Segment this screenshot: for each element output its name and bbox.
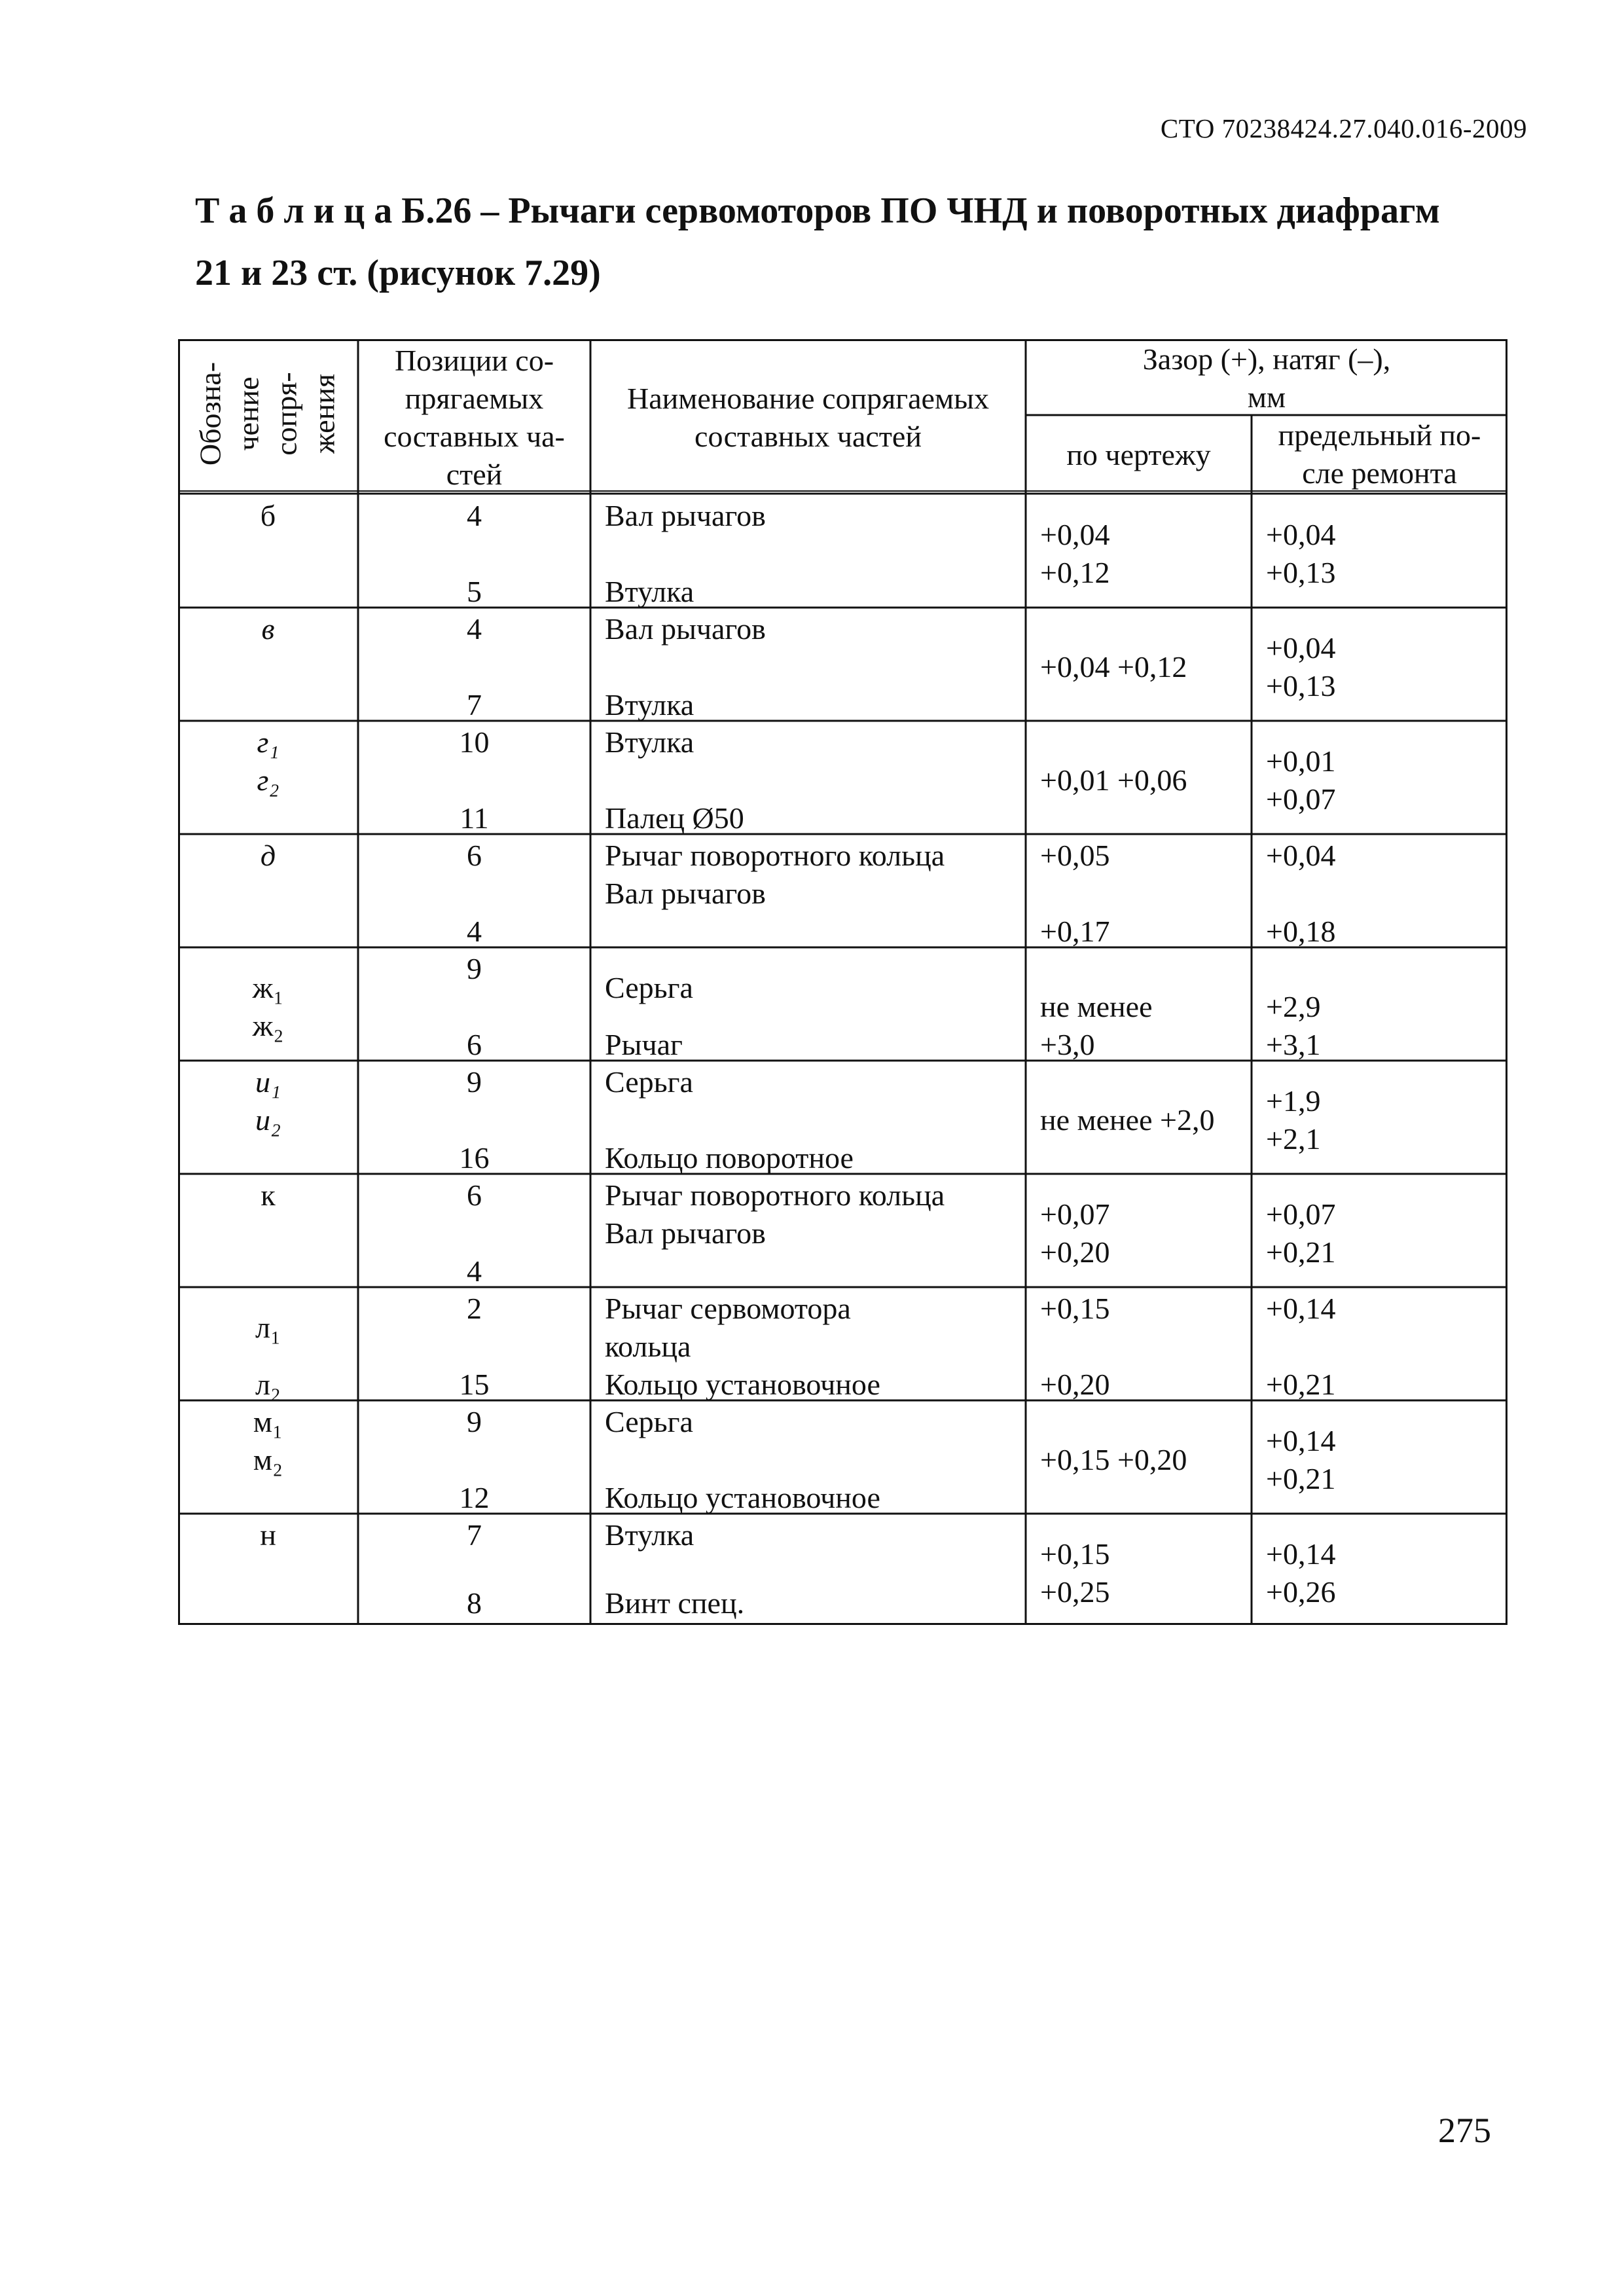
designation-cell: л₁ bbox=[255, 1311, 281, 1344]
position-cell: 5 bbox=[467, 575, 482, 608]
part-name-cell: Винт спец. bbox=[605, 1586, 745, 1620]
servomotor-lever-table bbox=[178, 339, 1507, 1625]
positions-header bbox=[358, 342, 590, 494]
limit-value-cell: +0,13 bbox=[1266, 556, 1336, 589]
drawing-value-cell: +0,07 bbox=[1040, 1197, 1110, 1231]
position-cell: 16 bbox=[459, 1141, 490, 1175]
limit-value-cell: +0,04 bbox=[1266, 518, 1336, 551]
gap-group-header bbox=[1026, 340, 1507, 416]
part-name-cell: Вал рычагов bbox=[605, 1216, 766, 1250]
designation-cell: к bbox=[261, 1178, 276, 1212]
drawing-value-cell: +0,15 bbox=[1040, 1292, 1110, 1325]
limit-value-cell: +0,07 bbox=[1266, 782, 1336, 816]
table-title-line-2: 21 и 23 ст. (рисунок 7.29) bbox=[195, 253, 601, 293]
limit-value-cell: +0,21 bbox=[1266, 1235, 1336, 1269]
limit-value-cell: +0,14 bbox=[1266, 1292, 1336, 1325]
position-cell: 11 bbox=[460, 801, 489, 835]
table-title-line-1: Т а б л и ц а Б.26 – Рычаги сервомоторов ПО ЧНД и поворотных диафрагм bbox=[195, 191, 1440, 231]
part-name-cell: Рычаг поворотного кольца bbox=[605, 839, 945, 872]
position-cell: 4 bbox=[467, 915, 482, 948]
position-cell: 2 bbox=[467, 1292, 482, 1325]
part-name-cell: кольца bbox=[605, 1330, 691, 1363]
part-name-cell: Втулка bbox=[605, 575, 695, 608]
drawing-value-cell: +3,0 bbox=[1040, 1028, 1095, 1061]
drawing-value-cell: не менее bbox=[1040, 990, 1153, 1023]
part-name-cell: Рычаг сервомотора bbox=[605, 1292, 851, 1325]
gap-group-header-line: мм bbox=[1247, 380, 1286, 414]
limit-value-cell: +0,26 bbox=[1266, 1575, 1336, 1609]
drawing-value-cell: +0,12 bbox=[1040, 556, 1110, 589]
drawing-header: по чертежу bbox=[1066, 438, 1211, 471]
designation-header-line-4: жения bbox=[307, 374, 341, 454]
limit-value-cell: +0,07 bbox=[1266, 1197, 1336, 1231]
position-cell: 15 bbox=[459, 1368, 490, 1401]
drawing-value-cell: не менее +2,0 bbox=[1040, 1103, 1215, 1137]
gap-group-header-line: Зазор (+), натяг (–), bbox=[1142, 342, 1391, 376]
designation-cell: г₁ bbox=[257, 725, 280, 759]
limit-value-cell: +0,21 bbox=[1266, 1368, 1336, 1401]
designation-header bbox=[178, 339, 358, 488]
limit-value-cell: +0,04 bbox=[1266, 839, 1336, 872]
designation-cell: ж₁ bbox=[252, 971, 284, 1004]
limit-value-cell: +0,21 bbox=[1266, 1462, 1336, 1495]
part-name-cell: Серьга bbox=[605, 1065, 693, 1099]
designation-cell: ж₂ bbox=[252, 1009, 284, 1042]
part-name-cell: Рычаг поворотного кольца bbox=[605, 1178, 945, 1212]
part-name-cell: Втулка bbox=[605, 725, 695, 759]
position-cell: 4 bbox=[467, 1254, 482, 1288]
position-cell: 4 bbox=[467, 612, 482, 646]
limit-value-cell: +3,1 bbox=[1266, 1028, 1321, 1061]
limit-value-cell: +1,9 bbox=[1266, 1084, 1321, 1118]
position-cell: 6 bbox=[467, 839, 482, 872]
positions-header-line: стей bbox=[446, 458, 503, 491]
drawing-value-cell: +0,04 +0,12 bbox=[1040, 650, 1187, 683]
part-name-cell: Кольцо установочное bbox=[605, 1481, 880, 1514]
limit-value-cell: +0,01 bbox=[1266, 744, 1336, 778]
drawing-value-cell: +0,20 bbox=[1040, 1235, 1110, 1269]
drawing-value-cell: +0,15 bbox=[1040, 1537, 1110, 1571]
designation-cell: м₁ bbox=[253, 1405, 283, 1438]
designation-cell: д bbox=[260, 839, 276, 872]
limit-header-line: предельный по- bbox=[1278, 418, 1481, 452]
designation-cell: и₂ bbox=[255, 1103, 281, 1137]
designation-cell: б bbox=[260, 499, 276, 532]
designation-cell: л₂ bbox=[255, 1368, 281, 1401]
position-cell: 6 bbox=[467, 1028, 482, 1061]
part-name-cell: Вал рычагов bbox=[605, 499, 766, 532]
part-name-cell: Кольцо установочное bbox=[605, 1368, 880, 1401]
limit-value-cell: +0,14 bbox=[1266, 1537, 1336, 1571]
position-cell: 9 bbox=[467, 1405, 482, 1438]
part-name-cell: Втулка bbox=[605, 688, 695, 721]
page-number: 275 bbox=[1438, 2111, 1491, 2150]
drawing-value-cell: +0,17 bbox=[1040, 915, 1110, 948]
position-cell: 9 bbox=[467, 952, 482, 985]
drawing-value-cell: +0,15 +0,20 bbox=[1040, 1443, 1187, 1476]
limit-header-line: сле ремонта bbox=[1302, 456, 1457, 490]
drawing-value-cell: +0,25 bbox=[1040, 1575, 1110, 1609]
designation-cell: м₂ bbox=[253, 1443, 283, 1476]
position-cell: 7 bbox=[467, 1518, 482, 1552]
part-name-cell: Вал рычагов bbox=[605, 877, 766, 910]
part-name-cell: Втулка bbox=[605, 1518, 695, 1552]
part-name-cell: Серьга bbox=[605, 1405, 693, 1438]
limit-header bbox=[1252, 416, 1507, 492]
drawing-value-cell: +0,20 bbox=[1040, 1368, 1110, 1401]
limit-value-cell: +0,14 bbox=[1266, 1424, 1336, 1457]
position-cell: 6 bbox=[467, 1178, 482, 1212]
designation-header-line-2: чение bbox=[231, 376, 265, 451]
names-header-line: составных частей bbox=[695, 420, 922, 453]
part-name-cell: Серьга bbox=[605, 971, 693, 1004]
designation-cell: г₂ bbox=[257, 763, 280, 797]
designation-cell: н bbox=[260, 1518, 276, 1552]
position-cell: 12 bbox=[459, 1481, 490, 1514]
drawing-value-cell: +0,01 +0,06 bbox=[1040, 763, 1187, 797]
names-header bbox=[590, 380, 1026, 456]
position-cell: 7 bbox=[467, 688, 482, 721]
position-cell: 4 bbox=[467, 499, 482, 532]
limit-value-cell: +0,18 bbox=[1266, 915, 1336, 948]
drawing-value-cell: +0,05 bbox=[1040, 839, 1110, 872]
part-name-cell: Кольцо поворотное bbox=[605, 1141, 854, 1175]
limit-value-cell: +2,1 bbox=[1266, 1122, 1321, 1156]
position-cell: 10 bbox=[459, 725, 490, 759]
names-header-line: Наименование сопрягаемых bbox=[627, 382, 989, 415]
designation-cell: в bbox=[261, 612, 275, 646]
part-name-cell: Палец Ø50 bbox=[605, 801, 744, 835]
limit-value-cell: +0,13 bbox=[1266, 669, 1336, 702]
limit-value-cell: +2,9 bbox=[1266, 990, 1321, 1023]
designation-header-line-1: Обозна- bbox=[193, 361, 227, 466]
position-cell: 9 bbox=[467, 1065, 482, 1099]
positions-header-line: составных ча- bbox=[384, 420, 565, 453]
limit-value-cell: +0,04 bbox=[1266, 631, 1336, 665]
positions-header-line: прягаемых bbox=[405, 382, 544, 415]
designation-header-line-3: сопря- bbox=[269, 372, 303, 456]
positions-header-line: Позиции со- bbox=[394, 344, 554, 377]
designation-cell: и₁ bbox=[255, 1065, 281, 1099]
document-code: СТО 70238424.27.040.016-2009 bbox=[1160, 113, 1527, 143]
part-name-cell: Рычаг bbox=[605, 1028, 683, 1061]
drawing-value-cell: +0,04 bbox=[1040, 518, 1110, 551]
position-cell: 8 bbox=[467, 1586, 482, 1620]
part-name-cell: Вал рычагов bbox=[605, 612, 766, 646]
